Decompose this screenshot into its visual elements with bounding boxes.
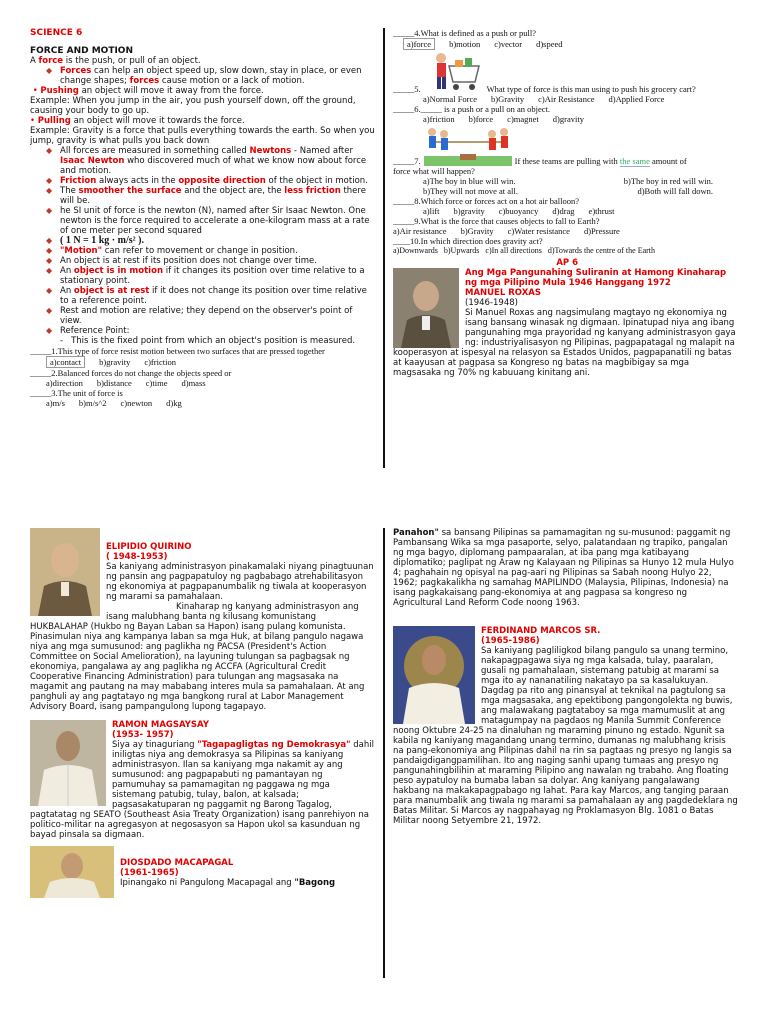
option[interactable]: b)motion: [449, 39, 481, 49]
president-description: Sa kaniyang administrasyon pinakamalaki niyang pinagtuunan ng pansin ang pagpapatuloy ng pagbabago atrehabilitasyon ng ekonomiya at pagpapanumbalik ng tiwala at kooperasyon ng marami sa pamahalaan.: [106, 562, 374, 602]
text: Ipinangako ni Pangulong Macapagal ang: [120, 878, 295, 888]
option[interactable]: c)In all directions: [485, 246, 542, 255]
option[interactable]: b)gravity: [453, 206, 485, 216]
option[interactable]: c)Water resistance: [507, 226, 570, 236]
bullet-motion: [46, 246, 375, 256]
option[interactable]: d)mass: [181, 378, 206, 388]
option[interactable]: c)newton: [120, 398, 153, 408]
president-name: FERDINAND MARCOS SR.: [481, 626, 601, 636]
keyword: Pushing: [40, 86, 79, 96]
bullet-forces: [46, 66, 375, 86]
text: sa bansang Pilipinas sa pamamagitan ng su-musunod: paggamit ng Pambansang Wika sa mga pasaporte, selyo, palatandaan ng trapiko, pangalan ng mga bagyo, diplomang pampaaralan, at iba pang mga katibayang diplomatiko; paglipat ng Araw ng Kalayaan ng Pilipinas sa Hunyo 12 mula Hulyo 4; paghahain ng opisyal na pag-aari ng Pilipinas sa Sabah noong Hulyo 22, 1962; pagkakalikha ng samahag MAPILINDO (Malaysia, Pilipinas, Indonesia) na isang pagkakaisang pang-ekonomiya at ang pagpasa sa kongreso ng Agricultural Land Reform Code noong 1963.: [393, 528, 734, 608]
text: - Named after: [291, 146, 353, 156]
option[interactable]: d)kg: [166, 398, 182, 408]
question-6: _____6._____ is a push or a pull on an object.: [393, 104, 550, 114]
text: he SI unit of force is the newton (N), named after Sir Isaac Newton. One newton is the force required to accelerate a one-kilogram mass at a rate of one meter per second squared: [60, 206, 370, 236]
bullet-arrow-icon: ◆: [46, 146, 53, 155]
bullet-si-unit: [46, 206, 375, 236]
question-8: _____8.Which force or forces act on a hot air balloon?: [393, 196, 579, 206]
text: Rest and motion are relative; they depend on the observer's point of view.: [60, 306, 353, 326]
text: an object will move it away from the force.: [78, 86, 264, 96]
q6-options: [423, 114, 738, 124]
bullet-arrow-icon: ◆: [46, 326, 53, 335]
quiz-part-1: [30, 346, 375, 408]
q1-options: [46, 356, 375, 368]
text: if it changes its position over time relative to a stationary point.: [60, 266, 365, 286]
option[interactable]: b)force: [468, 114, 494, 124]
question-number: _____7.: [393, 156, 421, 166]
text: An: [60, 286, 74, 296]
keyword: forces: [129, 76, 160, 86]
portrait-photo: [30, 720, 106, 806]
option[interactable]: a)force: [403, 38, 435, 50]
text: always acts in the: [96, 176, 179, 186]
option[interactable]: b)distance: [96, 378, 132, 388]
option[interactable]: d)Both will fall down.: [637, 186, 713, 196]
tug-of-war-illustration: [424, 126, 512, 166]
pulling-example: Example: Gravity is a force that pulls everything towards the earth. So when you jump, gravity is what pulls you back down: [30, 126, 375, 146]
president-name: DIOSDADO MACAPAGAL: [120, 858, 234, 868]
option[interactable]: a)Air resistance: [393, 226, 447, 236]
magsaysay-section: [30, 720, 375, 840]
term-years: (1965-1986): [481, 636, 540, 646]
q7-options: [423, 176, 738, 196]
bullet-surface: [46, 186, 375, 206]
option[interactable]: b)Upwards: [443, 246, 480, 255]
text: dahil iniligtas niya ang demokrasya sa Pilipinas sa kaniyang administrasyon. Ilan sa kaniyang mga nakamit ay ang sumusunod: ang pagpapabuti ng pamantayan ng pamumuhay sa pamamagitan ng paggawa ng mga sistemang patubig, tulay, balon, at kalsada; pagsasakatuparan ng paggamit ng Barong Tagalog, pagtatatag ng SEATO (Southeast Asia Treaty Organization) isang panrehiyon na politico-militar na agregasyon at negosasyon sa Hapon ukol sa kasunduan ng bayad pinsala sa digmaan.: [30, 740, 374, 840]
option[interactable]: a)Downwards: [393, 246, 438, 255]
bullet-rest: [46, 256, 375, 266]
ap-label: AP 6: [556, 258, 578, 268]
text: This is the fixed point from which an object's position is measured.: [71, 336, 356, 346]
column-divider-bottom: [383, 528, 385, 978]
term-years: (1946-1948): [465, 298, 518, 308]
bullet-arrow-icon: ◆: [46, 286, 53, 295]
keyword: "Motion": [60, 246, 103, 256]
text: A: [30, 56, 39, 66]
bullet-arrow-icon: ◆: [46, 186, 53, 195]
president-description: Sa kaniyang pagliligkod bilang pangulo sa unang termino, nakapagpagawa siya ng mga kalsada, tulay, paaralan, gusali ng pamahalaan, sistemang patubig at marami sa mga ito ay nananatiling nakatayo pa sa kasalukuyan. Dagdag pa rito ang pinansyal at teknikal na pagtulong sa mga magsasaka, ang epektibong pangongolekta ng buwis, ang malawakang pagtataboy sa mga mamumuslit at ang matagumpay na pagdaos ng Manila Summit Conference noong Oktubre 24-25 na dinaluhan ng maraming pinuno ng estado. Ngunit sa kabila ng kaniyang magandang unang termino, dumanas ng malubhang krisis na pang-ekonomiya ang Pilipinas dahil na rin sa pagtaas ng presyo ng langis sa pandaigdigangpamilihan. Ito ang naging sanhi upang tumaas ang presyo ng pangunahingbilihin at maraming Pilipino ang nawalan ng trabaho. Ang floating peso aypatuloy na bumaba laban sa dolyar. Ang kaniyang pangalawang hakbang na makakapagpabago ng lahat. Para kay Marcos, ang tanging paraan para manumbalik ang tiwala ng marami sa pamahalaan ay ang pagdedeklara ng Batas Militar. Si Marcos ay nagpahayag ng Proklamasyon Blg. 1081 o Batas Militar noong Setyembre 21, 1972.: [393, 646, 738, 826]
text: An: [60, 266, 74, 276]
bullet-relative: [46, 306, 375, 326]
question-1: _____1.This type of force resist motion between two surfaces that are pressed together: [30, 346, 325, 356]
highlight-text: the same: [619, 156, 650, 166]
text: cause motion or a lack of motion.: [159, 76, 305, 86]
option[interactable]: c)magnet: [507, 114, 539, 124]
option[interactable]: d)speed: [536, 39, 563, 49]
option[interactable]: a)contact: [46, 356, 85, 368]
term-years: (1953- 1957): [112, 730, 174, 740]
keyword: Friction: [60, 176, 97, 186]
text: amount of: [649, 156, 687, 166]
force-definition: [30, 56, 375, 66]
text: and the object are, the: [181, 186, 285, 196]
text: is the push, or pull of an object.: [63, 56, 201, 66]
question-10: ____10.In which direction does gravity act?: [393, 236, 543, 246]
president-name: MANUEL ROXAS: [465, 288, 541, 298]
keyword: Newtons: [249, 146, 292, 156]
bullet-newtons: [46, 146, 375, 176]
column-divider-top: [383, 28, 385, 468]
question-5: [393, 52, 738, 94]
question-9: _____9.What is the force that causes objects to fall to Earth?: [393, 216, 600, 226]
q2-options: [46, 378, 375, 388]
keyword: Pulling: [37, 116, 71, 126]
bullet-in-motion: [46, 266, 375, 286]
option[interactable]: b)The boy in red will win.: [623, 176, 713, 186]
keyword: opposite direction: [178, 176, 266, 186]
quiz-part-2: [393, 28, 738, 468]
q8-options: [423, 206, 738, 216]
option[interactable]: d)drag: [552, 206, 575, 216]
option[interactable]: b)m/s^2: [78, 398, 107, 408]
marcos-section: [393, 626, 738, 826]
option[interactable]: a)Normal Force: [423, 94, 478, 104]
bullet-arrow-icon: ◆: [46, 266, 53, 275]
president-name: RAMON MAGSAYSAY: [112, 720, 209, 730]
question-number: _____5.: [393, 84, 421, 94]
text: if it does not change its position over time relative to a reference point.: [60, 286, 367, 306]
topic-title: FORCE AND MOTION: [30, 46, 133, 56]
question-text: What type of force is this man using to push his grocery cart?: [486, 84, 696, 94]
pushing-line: • Pushing an object will move it away from the force.: [30, 86, 264, 96]
text: "Bagong: [294, 878, 336, 888]
option[interactable]: e)thrust: [588, 206, 615, 216]
question-2: _____2.Balanced forces do not change the objects speed or: [30, 368, 232, 378]
option[interactable]: d)Pressure: [583, 226, 620, 236]
quirino-section: [30, 528, 375, 712]
bullet-arrow-icon: ◆: [46, 246, 53, 255]
option[interactable]: a)lift: [423, 206, 440, 216]
question-4: _____4.What is defined as a push or pull?: [393, 28, 537, 38]
bullet-list: [46, 146, 375, 346]
text: If these teams are pulling with: [514, 156, 620, 166]
text: Reference Point:: [60, 326, 130, 336]
pulling-line: • Pulling an object will move it towards the force.: [30, 116, 245, 126]
option[interactable]: d)Towards the centre of the Earth: [547, 246, 656, 255]
keyword: object is in motion: [73, 266, 163, 276]
keyword: Isaac Newton: [60, 156, 125, 166]
option[interactable]: b)Gravity: [460, 226, 494, 236]
text: of the object in motion.: [265, 176, 368, 186]
keyword: less friction: [284, 186, 341, 196]
portrait-photo: [393, 626, 475, 724]
q4-options: [403, 38, 738, 50]
text: can help an object speed up, slow down, stay in place, or even change shapes;: [60, 66, 362, 86]
option[interactable]: a)friction: [423, 114, 455, 124]
keyword: force: [38, 56, 64, 66]
option[interactable]: d)gravity: [552, 114, 584, 124]
pushing-example: Example: When you jump in the air, you push yourself down, off the ground, causing your body to go up.: [30, 96, 356, 116]
bullet-arrow-icon: ◆: [46, 256, 53, 265]
bullet-arrow-icon: ◆: [46, 66, 53, 75]
option[interactable]: d)Applied Force: [608, 94, 665, 104]
macapagal-section: [30, 846, 375, 898]
option[interactable]: c)vector: [494, 39, 523, 49]
q9-options: [393, 226, 738, 236]
macapagal-continued: [393, 528, 738, 608]
option[interactable]: c)friction: [144, 357, 176, 367]
bullet-friction: [46, 176, 375, 186]
bullet-reference: ◆ Reference Point: - This is the fixed point from which an object's position is measured.: [46, 326, 356, 346]
option[interactable]: b)Gravity: [491, 94, 525, 104]
option[interactable]: c)Air Resistance: [538, 94, 595, 104]
formula: ( 1 N = 1 kg · m/s² ).: [60, 235, 144, 246]
option[interactable]: a)The boy in blue will win.: [423, 176, 516, 186]
science-notes: [30, 28, 375, 468]
portrait-photo: [30, 528, 100, 616]
bullet-arrow-icon: ◆: [46, 206, 53, 215]
option[interactable]: b)They will not move at all.: [423, 186, 518, 196]
text: All forces are measured in something called: [60, 146, 250, 156]
bullet-arrow-icon: ◆: [46, 306, 53, 315]
question-7: [393, 126, 738, 166]
term-years: (1961-1965): [120, 868, 179, 878]
bullet-formula: [46, 236, 375, 246]
option[interactable]: c)buoyancy: [498, 206, 539, 216]
keyword: Forces: [60, 66, 92, 76]
text: an object will move it towards the force.: [70, 116, 245, 126]
president-description: Kinaharap ng kanyang administrasyon ang isang malubhang banta ng kilusang komunistang HUKBALAHAP (Hukbo ng Bayan Laban sa Hapon) isang pulang komunista. Pinasimulan niya ang kampanya laban sa mga Huk, at bilang pangulo nagawa niya ang mga sumusunod: ang paglikha ng PACSA (President's Action Committee on Social Amelioration), na layuning tulungan sa pagbagsak ng ekonomiya, pangalawa ay ang paglikha ng ACCFA (Agricultural Credit Cooperative Financing Administration) para tulungan ang magsasaka na magamit ang pautang na may mababang interes mula sa pamahalaan. At ang panghuli ay ang pagtatayo ng mga bangkong rural at Labor Management Advisory Board, isang pampangulong lupong tagapayo.: [30, 602, 365, 712]
bullet-arrow-icon: ◆: [46, 176, 53, 185]
president-description: Si Manuel Roxas ang nagsimulang magtayo ng ekonomiya ng isang bansang winasak ng digmaan. Ipinatupad niya ang ibang pangunahing mga prayoridad ng kanyang administrasyon gaya ng: industriyalisasyon ng Pilipinas, pagpapatagal ng malapit na kooperasyon at ispesyal na relasyon sa Estados Unidos, pagpapanatili ng batas at kaayusan at pagpasa sa Kongreso ng batas na magbibigay sa mga magsasaka ng 70% ng kabuuang kinitang ani.: [393, 308, 736, 378]
option[interactable]: a)m/s: [46, 398, 65, 408]
bullet-arrow-icon: ◆: [46, 236, 53, 245]
text: Panahon": [393, 528, 439, 538]
portrait-photo: [30, 846, 114, 898]
question-7-cont: force what will happen?: [393, 166, 475, 176]
president-name: ELIPIDIO QUIRINO: [106, 542, 192, 552]
text: An object is at rest if its position does not change over time.: [60, 256, 317, 266]
option[interactable]: b)gravity: [99, 357, 131, 367]
question-3: _____3.The unit of force is: [30, 388, 123, 398]
text: The: [60, 186, 79, 196]
course-title: SCIENCE 6: [30, 28, 83, 38]
q5-options: [423, 94, 738, 104]
text: who discovered much of what we know now about force and motion.: [60, 156, 367, 176]
text: can refer to movement or change in position.: [102, 246, 298, 256]
shopping-cart-illustration: [425, 52, 483, 94]
portrait-photo: [393, 268, 459, 348]
text: there will be.: [60, 186, 366, 206]
keyword: smoother the surface: [78, 186, 182, 196]
option[interactable]: a)direction: [46, 378, 83, 388]
presidents-left: [30, 528, 375, 988]
bullet-at-rest: [46, 286, 375, 306]
roxas-section: [393, 258, 738, 378]
option[interactable]: c)time: [145, 378, 168, 388]
nickname: "Tagapagligtas ng Demokrasya": [197, 740, 351, 750]
section-title: Ang Mga Pangunahing Suliranin at Hamong Kinaharap ng mga Pilipino Mula 1946 Hanggang 1972: [465, 268, 727, 288]
q10-options: [393, 246, 738, 256]
keyword: object is at rest: [73, 286, 150, 296]
presidents-right: [393, 528, 738, 988]
text: Siya ay tinaguriang: [112, 740, 198, 750]
term-years: ( 1948-1953): [106, 552, 168, 562]
q3-options: [46, 398, 375, 408]
